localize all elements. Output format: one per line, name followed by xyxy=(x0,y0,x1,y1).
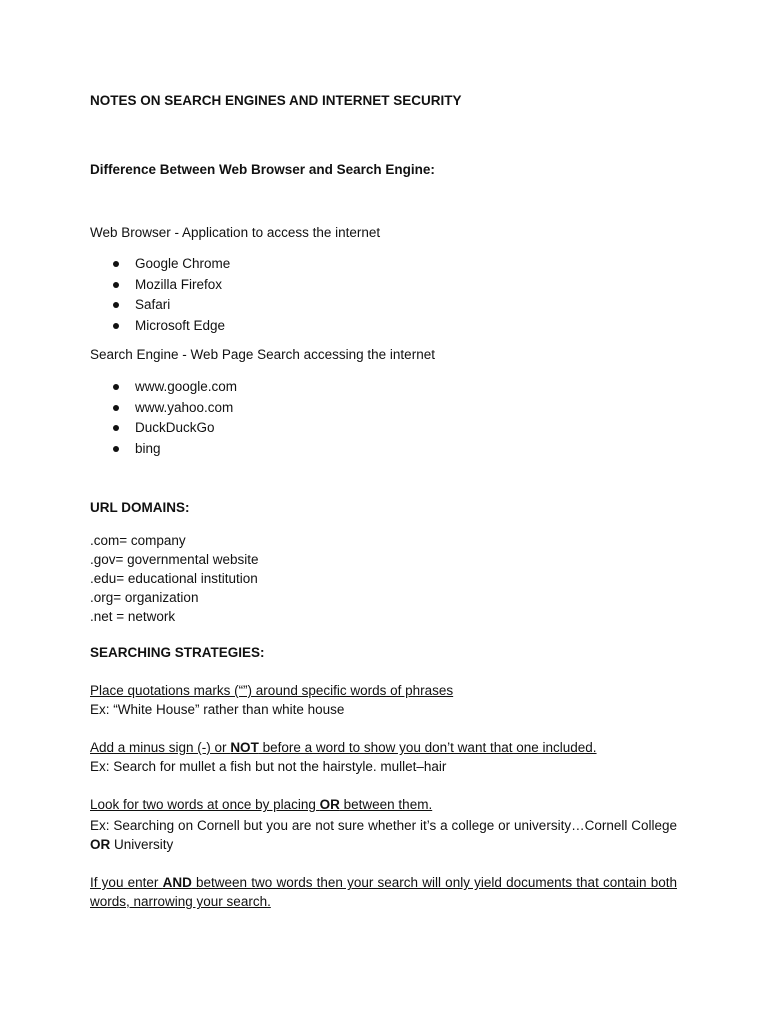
list-item: Safari xyxy=(90,295,230,316)
page-title: NOTES ON SEARCH ENGINES AND INTERNET SECURITY xyxy=(90,93,462,108)
domain-item: .net = network xyxy=(90,609,176,624)
domain-item: .edu= educational institution xyxy=(90,571,258,586)
list-item: Google Chrome xyxy=(90,254,230,275)
minus-rule: Add a minus sign (-) or NOT before a word to show you don’t want that one included. xyxy=(90,740,597,755)
bullet-icon xyxy=(113,323,119,329)
list-item: www.google.com xyxy=(90,377,237,398)
list-item: bing xyxy=(90,439,237,460)
search-engine-list xyxy=(90,377,237,459)
bullet-icon xyxy=(113,425,119,431)
domain-item: .com= company xyxy=(90,533,186,548)
url-domains-list xyxy=(90,531,258,626)
web-browser-definition: Web Browser - Application to access the internet xyxy=(90,225,381,240)
url-domains-heading: URL DOMAINS: xyxy=(90,500,190,515)
bullet-icon xyxy=(113,405,119,411)
bullet-icon xyxy=(113,282,119,288)
list-item: DuckDuckGo xyxy=(90,418,237,439)
strategies-heading: SEARCHING STRATEGIES: xyxy=(90,645,265,660)
not-keyword: NOT xyxy=(230,740,259,755)
difference-heading: Difference Between Web Browser and Search Engine: xyxy=(90,162,435,177)
bullet-icon xyxy=(113,302,119,308)
and-keyword: AND xyxy=(162,875,192,890)
bullet-icon xyxy=(113,384,119,390)
domain-item: .gov= governmental website xyxy=(90,552,259,567)
list-item: www.yahoo.com xyxy=(90,398,237,419)
quotes-rule: Place quotations marks (“”) around specific words of phrases xyxy=(90,683,454,698)
bullet-icon xyxy=(113,261,119,267)
bullet-icon xyxy=(113,446,119,452)
domain-item: .org= organization xyxy=(90,590,199,605)
list-item: Mozilla Firefox xyxy=(90,275,230,296)
list-item: Microsoft Edge xyxy=(90,316,230,337)
or-rule: Look for two words at once by placing OR between them. xyxy=(90,797,433,812)
or-example-keyword: OR xyxy=(90,837,111,852)
minus-example: Ex: Search for mullet a fish but not the hairstyle. mullet–hair xyxy=(90,759,447,774)
quotes-example: Ex: “White House” rather than white house xyxy=(90,702,345,717)
search-engine-definition: Search Engine - Web Page Search accessing the internet xyxy=(90,347,435,362)
web-browser-list xyxy=(90,254,230,336)
or-example: Ex: Searching on Cornell but you are not sure whether it’s a college or university…Cornell College OR University xyxy=(90,818,677,852)
or-keyword: OR xyxy=(319,797,340,812)
and-rule: If you enter AND between two words then your search will only yield documents that contain both words, narrowing your search. xyxy=(90,875,677,909)
